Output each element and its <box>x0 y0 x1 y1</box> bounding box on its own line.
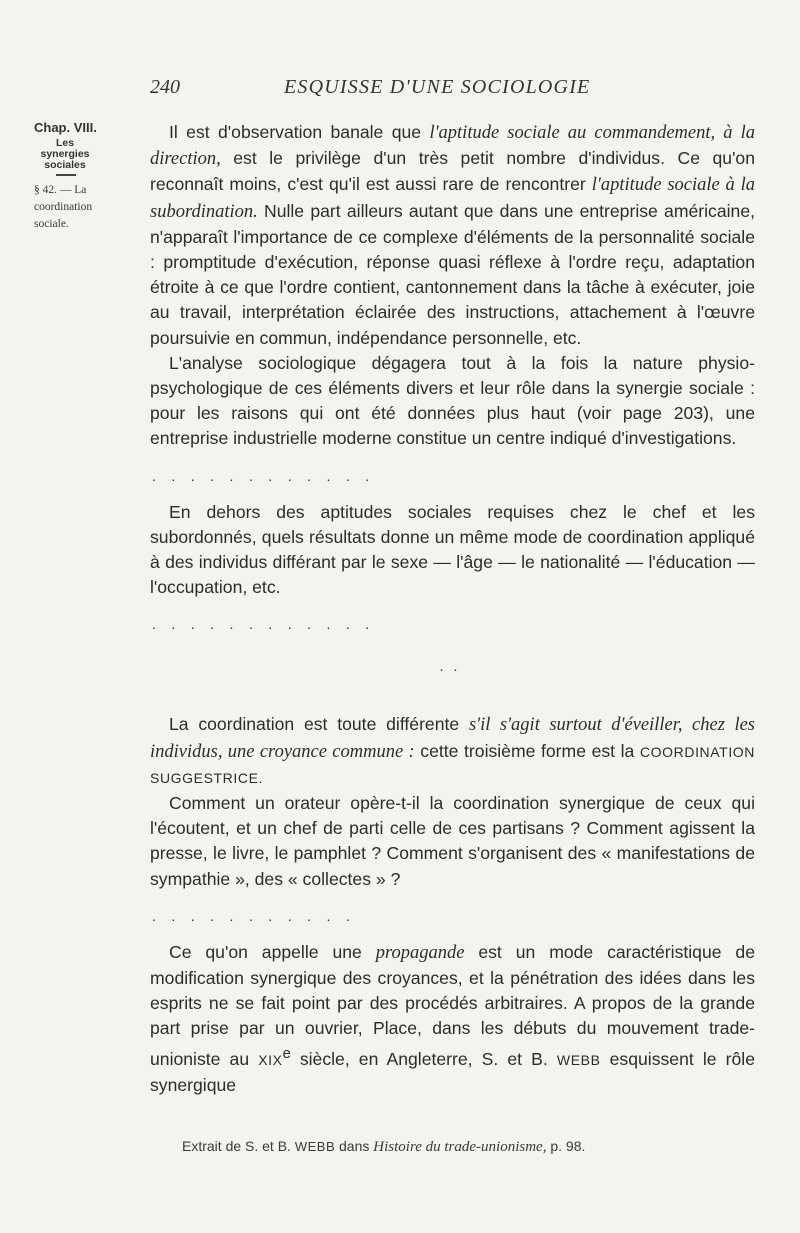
small-caps-run: COORDINATION SUGGESTRICE. <box>150 743 756 786</box>
spacer <box>150 452 755 466</box>
spacer <box>150 634 755 656</box>
author-name: WEBB <box>294 1139 336 1154</box>
margin-rule <box>56 174 76 176</box>
text-run: p. 98. <box>546 1138 586 1154</box>
ellipsis-row: ............ <box>152 616 385 633</box>
spacer <box>150 600 755 614</box>
footnote <box>182 1138 585 1156</box>
italic-run: propagande <box>375 942 465 963</box>
book-title: Histoire du trade-unionisme, <box>373 1139 547 1155</box>
text-run: La coordination est toute différente <box>169 714 469 735</box>
paragraph-1 <box>150 120 755 351</box>
spacer <box>150 486 755 500</box>
spacer <box>150 676 755 712</box>
margin-notes <box>34 121 98 232</box>
text-run: est un mode caractéristique de modification synergique des croyances, et la pénétration des idées dans les esprits ne se fait point par des procédés arbitraires. A propos de la grande part prise par un ouvrier, Place, dans les débuts du mouvement trade-unioniste au <box>150 941 755 1069</box>
paragraph-4 <box>150 712 755 791</box>
text-run: est le privilège d'un très petit nombre d'individus. Ce qu'on reconnaît moins, c'est qu'il est aussi rare de rencontrer <box>150 148 755 195</box>
text-run: Nulle part ailleurs autant que dans une entreprise américaine, n'apparaît l'importance de ce complexe d'éléments de la personnalité sociale : promptitude d'exécution, réponse quasi réflexe à l'ordre reçu, adaptation étroite à ce que l'ordre contient, cantonnement dans la tâche à exécuter, joie au travail, interprétation éclairée des instructions, attachement à l'œuvre poursuivie en commun, indépendance personnelle, etc. <box>150 200 755 348</box>
text-run: Extrait de S. et B. <box>182 1138 295 1154</box>
margin-note: § 42. — La coordination sociale. <box>34 184 93 230</box>
paragraph-6 <box>150 940 755 1098</box>
text-run: Ce qu'on appelle une <box>169 941 376 962</box>
italic-run: l'aptitude sociale à la subordination. <box>150 175 755 222</box>
running-head: ESQUISSE D'UNE SOCIOLOGIE <box>284 76 591 98</box>
page-number: 240 <box>150 76 180 98</box>
ellipsis-center: .. <box>439 658 468 675</box>
text-run: Il est d'observation banale que <box>169 122 430 142</box>
margin-section-title: Les synergies sociales <box>40 137 90 172</box>
body-text <box>150 120 755 1098</box>
century-numeral: XIX <box>258 1051 283 1068</box>
text-run: esquissent le rôle synergique <box>150 1048 755 1095</box>
italic-run: s'il s'agit surtout d'éveiller, chez les individus, une croyance commune : <box>150 715 755 762</box>
ellipsis-row: ........... <box>152 907 366 924</box>
text-run: dans <box>335 1138 374 1154</box>
italic-run: l'aptitude sociale au commandement, à la direction, <box>150 123 755 170</box>
ellipsis-row: ............ <box>152 467 385 484</box>
text-run: siècle, en Angleterre, S. et B. <box>290 1048 557 1069</box>
paragraph-5: Comment un orateur opère-t-il la coordination synergique de ceux qui l'écoutent, et un chef de parti celle de ces partisans ? Comment agissent la presse, le livre, le pamphlet ? Comment s'organisent des « manifestations de sympathie », des « collectes » ? <box>150 793 755 889</box>
spacer <box>150 926 755 940</box>
page-header <box>0 76 800 106</box>
paragraph-2: L'analyse sociologique dégagera tout à la fois la nature physio-psychologique de ces éléments divers et leur rôle dans la synergie sociale : pour les raisons qui ont été données plus haut (voir page 203), une entreprise industrielle moderne constitue un centre indiqué d'investigations. <box>150 352 755 449</box>
spacer <box>150 892 755 906</box>
text-run: cette troisième forme est la <box>414 740 640 761</box>
author-name: WEBB <box>556 1051 601 1068</box>
superscript: e <box>282 1045 291 1062</box>
margin-chapter: Chap. VIII. <box>34 120 97 135</box>
paragraph-3: En dehors des aptitudes sociales requises chez le chef et les subordonnés, quels résultats donne un même mode de coordination appliqué à des individus différant par le sexe — l'âge — le nationalité — l'éducation — l'occupation, etc. <box>150 501 755 598</box>
